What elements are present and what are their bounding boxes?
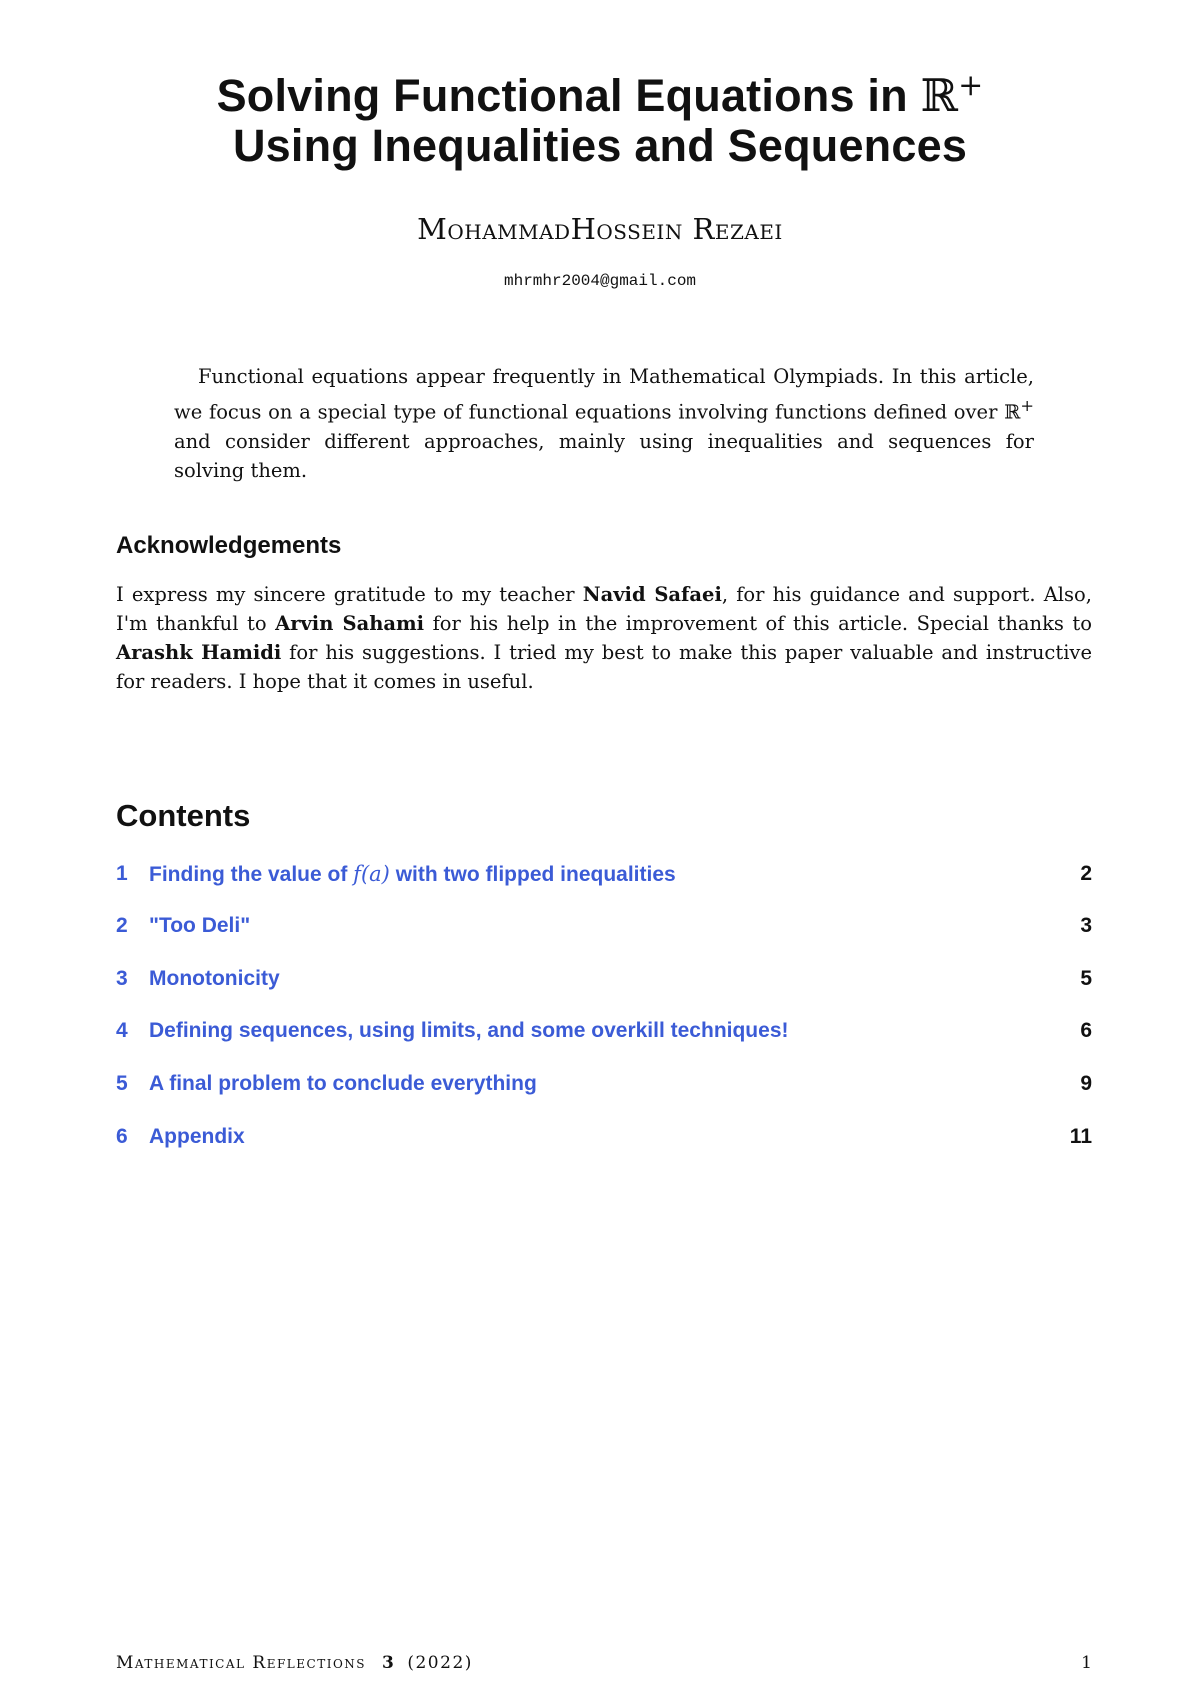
title-text-1: Solving Functional Equations in (216, 70, 908, 121)
toc-entry[interactable] (116, 914, 1092, 944)
journal-name: Mathematical Reflections (116, 1653, 367, 1673)
paper-title-line-1 (0, 58, 1200, 124)
toc-page-number[interactable]: 5 (1080, 967, 1092, 990)
toc-number: 6 (116, 1125, 128, 1148)
toc-link[interactable]: Monotonicity (149, 967, 280, 990)
author-email: mhrmhr2004@gmail.com (503, 272, 697, 290)
toc-page-number[interactable]: 9 (1080, 1072, 1092, 1095)
toc-link[interactable]: "Too Deli" (149, 914, 251, 937)
abstract-reals-symbol: ℝ (1004, 400, 1021, 424)
toc-number: 1 (116, 862, 128, 885)
toc-number: 4 (116, 1019, 128, 1042)
contents-heading: Contents (116, 798, 251, 833)
toc-number: 3 (116, 967, 128, 990)
author-name: MohammadHossein Rezaei (417, 212, 783, 246)
plus-superscript: + (958, 68, 984, 103)
toc-link[interactable]: A final problem to conclude everything (149, 1072, 537, 1095)
paper-title-line-2: Using Inequalities and Sequences (232, 120, 968, 171)
acknowledgements-heading: Acknowledgements (116, 532, 342, 559)
footer-page-number: 1 (1081, 1653, 1092, 1673)
toc-link[interactable]: Appendix (149, 1125, 245, 1148)
toc-page-number[interactable]: 11 (1069, 1125, 1092, 1148)
toc-page-number[interactable]: 6 (1080, 1019, 1092, 1042)
toc-entry[interactable] (116, 1125, 1092, 1155)
toc-page-number[interactable]: 3 (1080, 914, 1092, 937)
ack-text-2: , for his guidance and support. Also, I'm thankful to (116, 583, 1092, 635)
ack-name-2: Arvin Sahami (275, 612, 425, 635)
abstract-text-1: Functional equations appear frequently in Mathematical Olympiads. In this article, we focus on a special type of functional equations involving functions defined over (174, 365, 1034, 424)
toc-entry[interactable] (116, 1072, 1092, 1102)
acknowledgements-text (116, 580, 1092, 696)
ack-text-4: for his suggestions. I tried my best to make this paper valuable and instructive for readers. I hope that it comes in useful. (116, 641, 1092, 693)
toc-link[interactable]: Finding the value of f(a) with two flipped inequalities (149, 862, 676, 886)
toc-link[interactable]: Defining sequences, using limits, and some overkill techniques! (149, 1019, 789, 1042)
math-f-of-a: f(a) (353, 862, 390, 886)
toc-entry[interactable] (116, 967, 1092, 997)
toc-entry[interactable] (116, 862, 1092, 892)
toc-entry[interactable] (116, 1019, 1092, 1049)
reals-symbol: ℝ (920, 69, 959, 122)
abstract-text-2: and consider different approaches, mainly using inequalities and sequences for solving them. (174, 429, 1034, 482)
ack-name-1: Navid Safaei (582, 583, 722, 606)
ack-name-3: Arashk Hamidi (116, 641, 282, 664)
ack-text-3: for his help in the improvement of this article. Special thanks to (424, 612, 1092, 635)
footer-journal (116, 1653, 473, 1673)
toc-number: 5 (116, 1072, 128, 1095)
journal-year: (2022) (407, 1653, 473, 1673)
toc-page-number[interactable]: 2 (1080, 862, 1092, 885)
journal-volume: 3 (382, 1653, 396, 1673)
toc-number: 2 (116, 914, 128, 937)
abstract-plus: + (1020, 396, 1034, 415)
ack-text-1: I express my sincere gratitude to my teacher (116, 583, 583, 606)
abstract (174, 362, 1034, 485)
